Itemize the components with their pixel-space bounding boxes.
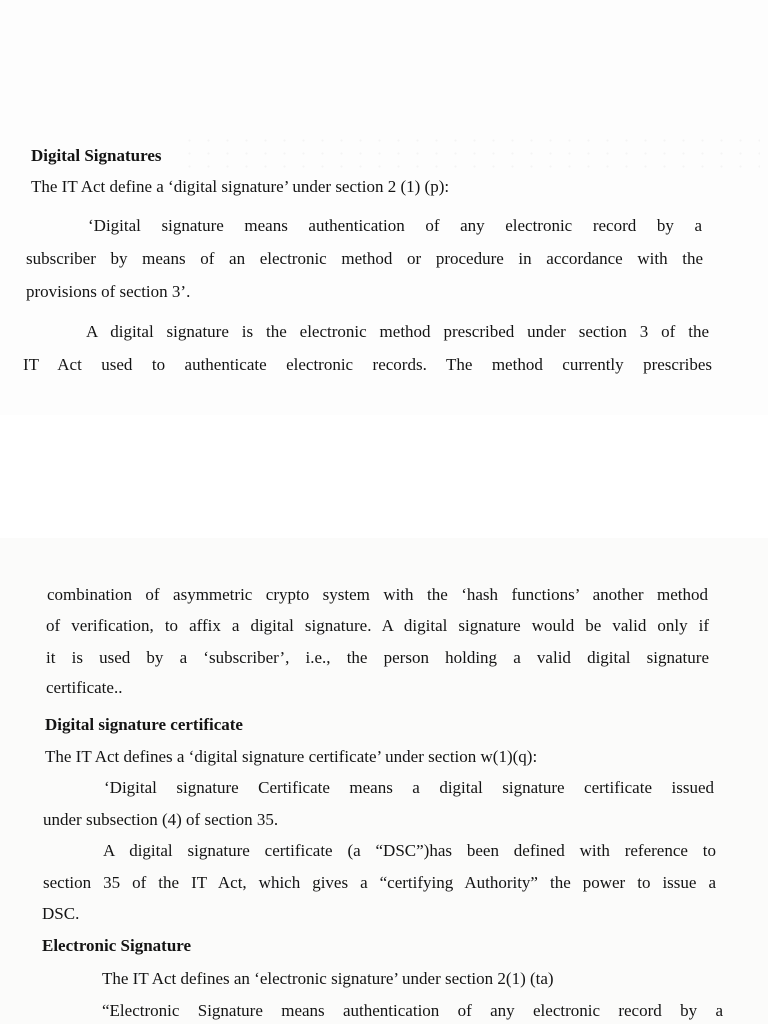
intro-dsc: The IT Act defines a ‘digital signature certificate’ under section w(1)(q): [45,747,538,766]
quote-line-2: subscriber by means of an electronic method or procedure in accordance with the [26,249,703,268]
paragraph-line-2: IT Act used to authenticate electronic records. The method currently prescribes [23,355,712,374]
top-page-scan [0,0,768,415]
intro-digital-signature: The IT Act define a ‘digital signature’ under section 2 (1) (p): [31,177,450,196]
dsc-paragraph-line-2: section 35 of the IT Act, which gives a “certifying Authority” the power to issue a [43,873,716,892]
quote-line-1: ‘Digital signature means authentication of any electronic record by a [88,216,702,235]
es-quote-line-1: “Electronic Signature means authentication of any electronic record by a [102,1001,723,1020]
scan-noise [180,134,760,174]
page-gap [0,415,768,538]
continuation-line-1: combination of asymmetric crypto system with the ‘hash functions’ another method [47,585,708,604]
dsc-paragraph-line-3: DSC. [42,904,80,923]
dsc-quote-line-2: under subsection (4) of section 35. [43,810,279,829]
dsc-quote-line-1: ‘Digital signature Certificate means a digital signature certificate issued [104,778,714,797]
heading-digital-signature-certificate: Digital signature certificate [45,715,243,734]
heading-digital-signatures: Digital Signatures [31,146,162,165]
continuation-line-3: it is used by a ‘subscriber’, i.e., the person holding a valid digital signature [46,648,709,667]
heading-electronic-signature: Electronic Signature [42,936,192,955]
intro-electronic-signature: The IT Act defines an ‘electronic signature’ under section 2(1) (ta) [102,969,554,988]
continuation-line-4: certificate.. [46,678,123,697]
dsc-paragraph-line-1: A digital signature certificate (a “DSC”)has been defined with reference to [103,841,716,860]
bottom-page-scan [0,538,768,1024]
quote-line-3: provisions of section 3’. [26,282,191,301]
continuation-line-2: of verification, to affix a digital signature. A digital signature would be valid only if [46,616,709,635]
paragraph-line-1: A digital signature is the electronic method prescribed under section 3 of the [86,322,709,341]
